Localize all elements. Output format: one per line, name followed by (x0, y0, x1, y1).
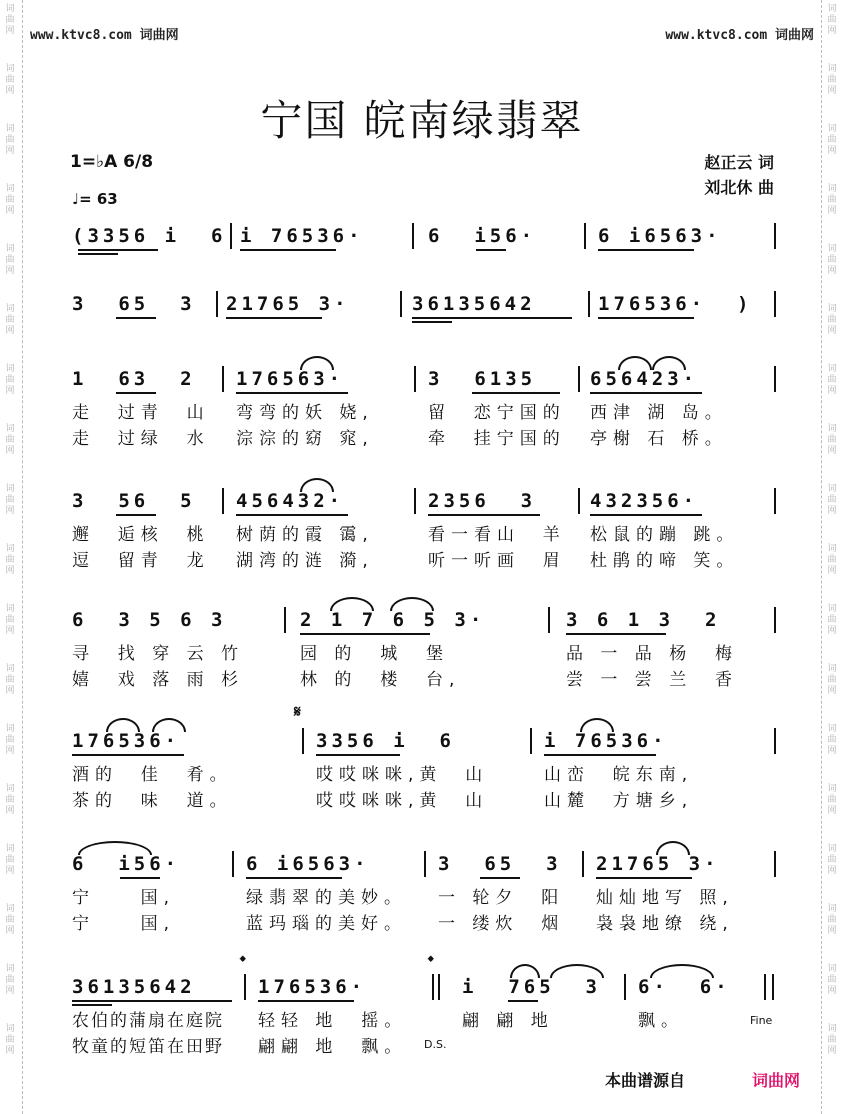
lyric-line-1: 宁 国, (72, 888, 176, 908)
side-mark: 词 曲 网 (5, 364, 15, 396)
left-watermark-strip (0, 0, 23, 1114)
measure-notes: 21765 3· (596, 853, 720, 875)
underline (78, 249, 158, 251)
underline (226, 317, 322, 319)
measure-notes: 3 6 1 3 2 (566, 609, 721, 631)
underline (596, 877, 692, 879)
page-title: 宁国 皖南绿翡翠 (260, 96, 584, 145)
measure-notes: 6 i6563· (598, 225, 722, 247)
bar-line (774, 728, 776, 754)
slur (390, 597, 434, 611)
slur (580, 718, 614, 732)
side-mark: 词 曲 网 (5, 964, 15, 996)
lyric-line-1: 园 的 城 堡 (300, 644, 450, 664)
lyric-line-2: 尝 一 尝 兰 香 (566, 670, 739, 690)
underline (598, 317, 694, 319)
bar-line (530, 728, 532, 754)
side-mark: 词 曲 网 (5, 784, 15, 816)
right-watermark-strip (821, 0, 844, 1114)
lyric-line-2: 山麓 方塘乡, (544, 791, 694, 811)
slur (652, 356, 686, 370)
underline (316, 754, 400, 756)
measure-notes: 456432· (236, 490, 345, 512)
footer-source-label: 本曲谱源自 (605, 1071, 686, 1090)
measure-notes: 6 i56· (72, 853, 181, 875)
slur (106, 718, 140, 732)
bar-line (774, 488, 776, 514)
measure-notes: 6· 6· (638, 976, 731, 998)
measure-notes: 36135642 (72, 976, 196, 998)
underline (236, 514, 348, 516)
underline (258, 1000, 354, 1002)
lyric-line-1: 酒的 佳 肴。 (72, 765, 233, 785)
measure-notes: 176536· (72, 730, 181, 752)
bar-line (230, 223, 232, 249)
side-mark: 词 曲 网 (827, 664, 837, 696)
underline (428, 514, 540, 516)
bar-line (774, 366, 776, 392)
side-mark: 词 曲 网 (827, 124, 837, 156)
side-mark: 词 曲 网 (5, 544, 15, 576)
bar-line (222, 488, 224, 514)
slur (650, 964, 714, 978)
bar-line (244, 974, 246, 1000)
lyric-line-1: 寻 找 穿 云 竹 (72, 644, 245, 664)
lyric-line-2: 袅袅地缭 绕, (596, 914, 734, 934)
slur (330, 597, 374, 611)
side-mark: 词 曲 网 (5, 124, 15, 156)
side-mark: 词 曲 网 (5, 484, 15, 516)
fine-marking: Fine (750, 1014, 773, 1027)
footer-site-link[interactable]: 词曲网 (752, 1071, 801, 1090)
side-mark: 词 曲 网 (827, 904, 837, 936)
bar-line (412, 223, 414, 249)
measure-notes: 176536· ) (598, 293, 753, 315)
lyric-line-1: 邂 逅核 桃 (72, 525, 210, 545)
underline (72, 1000, 232, 1002)
measure-notes: 176563· (236, 368, 345, 390)
segno-sign: 𝄋 (294, 702, 301, 721)
side-mark: 词 曲 网 (5, 244, 15, 276)
underline (236, 392, 348, 394)
bar-line (400, 291, 402, 317)
measure-notes: i 76536· (240, 225, 364, 247)
bar-line (588, 291, 590, 317)
repeat-bar (438, 974, 440, 1000)
side-mark: 词 曲 网 (5, 424, 15, 456)
site-link-right[interactable]: www.ktvc8.com 词曲网 (665, 28, 814, 43)
side-mark: 词 曲 网 (827, 784, 837, 816)
side-mark: 词 曲 网 (5, 844, 15, 876)
lyric-line-1: 松鼠的蹦 跳。 (590, 525, 740, 545)
underline (476, 249, 506, 251)
repeat-bar (432, 974, 434, 1000)
composer-credit: 刘北休 曲 (704, 178, 774, 197)
bar-line (582, 851, 584, 877)
measure-notes: 6 i56· (428, 225, 537, 247)
lyric-line-2: 林 的 楼 台, (300, 670, 461, 690)
side-mark: 词 曲 网 (827, 964, 837, 996)
side-mark: 词 曲 网 (827, 4, 837, 36)
coda-sign: 𝄌 (240, 952, 246, 971)
lyric-line-1: 轻轻 地 摇。 (258, 1011, 408, 1031)
bar-line (774, 291, 776, 317)
lyric-line-1: 一 轮夕 阳 (438, 888, 565, 908)
measure-notes: 3356 i 6 (316, 730, 455, 752)
bar-line (578, 366, 580, 392)
measure-notes: 176536· (258, 976, 367, 998)
lyric-line-1: 哎哎咪咪,黄 山 (316, 765, 489, 785)
measure-notes: 656423· (590, 368, 699, 390)
tempo-marking: ♩= 63 (72, 190, 118, 208)
lyric-line-1: 看一看山 羊 (428, 525, 566, 545)
lyric-line-2: 亭榭 石 桥。 (590, 429, 728, 449)
lyric-line-1: 弯弯的妖 娆, (236, 403, 374, 423)
underline (116, 514, 156, 516)
side-mark: 词 曲 网 (827, 544, 837, 576)
lyric-line-1: 山峦 皖东南, (544, 765, 694, 785)
side-mark: 词 曲 网 (827, 304, 837, 336)
side-mark: 词 曲 网 (827, 364, 837, 396)
lyric-line-2: 走 过绿 水 (72, 429, 210, 449)
underline (412, 317, 572, 319)
underline (246, 877, 342, 879)
bar-line (774, 607, 776, 633)
underline (78, 253, 118, 255)
lyric-line-1: 留 恋宁国的 (428, 403, 566, 423)
side-mark: 词 曲 网 (827, 424, 837, 456)
lyric-line-1: 走 过青 山 (72, 403, 210, 423)
bar-line (216, 291, 218, 317)
lyric-line-1: 树荫的霞 霭, (236, 525, 374, 545)
underline (240, 249, 336, 251)
bar-line (774, 223, 776, 249)
lyric-line-2: 逗 留青 龙 (72, 551, 210, 571)
underline (472, 392, 560, 394)
lyric-line-2: 翩翩 地 飘。 (258, 1037, 408, 1057)
bar-line (232, 851, 234, 877)
side-mark: 词 曲 网 (5, 724, 15, 756)
lyric-line-2: 听一听画 眉 (428, 551, 566, 571)
bar-line (414, 488, 416, 514)
underline (590, 392, 702, 394)
side-mark: 词 曲 网 (5, 304, 15, 336)
underline (412, 321, 452, 323)
underline (300, 633, 430, 635)
measure-notes: i 765 3 (462, 976, 601, 998)
lyric-line-1: 飘。 (638, 1011, 684, 1031)
side-mark: 词 曲 网 (827, 484, 837, 516)
lyric-line-2: 杜鹃的啼 笑。 (590, 551, 740, 571)
side-mark: 词 曲 网 (5, 64, 15, 96)
measure-notes: (3356 i 6 (72, 225, 227, 247)
lyric-line-2: 淙淙的窈 窕, (236, 429, 374, 449)
lyric-line-2: 哎哎咪咪,黄 山 (316, 791, 489, 811)
underline (590, 514, 702, 516)
measure-notes: 3 56 5 (72, 490, 196, 512)
bar-line (414, 366, 416, 392)
measure-notes: 21765 3· (226, 293, 350, 315)
lyric-line-2: 牵 挂宁国的 (428, 429, 566, 449)
bar-line (284, 607, 286, 633)
underline (72, 754, 184, 756)
slur (152, 718, 186, 732)
measure-notes: 3 6135 (428, 368, 537, 390)
underline (544, 754, 656, 756)
slur (656, 841, 690, 855)
lyric-line-2: 牧童的短笛在田野 (72, 1037, 224, 1057)
bar-line (222, 366, 224, 392)
side-mark: 词 曲 网 (827, 844, 837, 876)
bar-line (774, 851, 776, 877)
lyric-line-2: 一 缕炊 烟 (438, 914, 565, 934)
lyric-line-2: 嬉 戏 落 雨 杉 (72, 670, 245, 690)
side-mark: 词 曲 网 (827, 724, 837, 756)
measure-notes: 2 1 7 6 5 3· (300, 609, 486, 631)
lyric-line-2: 蓝玛瑙的美好。 (246, 914, 407, 934)
key-signature: 1=♭A 6/8 (70, 152, 154, 172)
side-mark: 词 曲 网 (827, 64, 837, 96)
lyric-line-2: 湖湾的涟 漪, (236, 551, 374, 571)
underline (116, 392, 156, 394)
lyric-line-1: 绿翡翠的美妙。 (246, 888, 407, 908)
side-mark: 词 曲 网 (827, 1024, 837, 1056)
coda-sign: 𝄌 (428, 952, 434, 971)
slur (510, 964, 540, 978)
side-mark: 词 曲 网 (5, 184, 15, 216)
side-mark: 词 曲 网 (827, 604, 837, 636)
side-mark: 词 曲 网 (5, 1024, 15, 1056)
bar-line (584, 223, 586, 249)
underline (116, 317, 156, 319)
bar-line (548, 607, 550, 633)
measure-notes: 432356· (590, 490, 699, 512)
side-mark: 词 曲 网 (5, 604, 15, 636)
bar-line (424, 851, 426, 877)
bar-line (302, 728, 304, 754)
measure-notes: 3 65 3 (438, 853, 562, 875)
lyric-line-2: 茶的 味 道。 (72, 791, 233, 811)
side-mark: 词 曲 网 (5, 4, 15, 36)
lyric-line-2: 宁 国, (72, 914, 176, 934)
side-mark: 词 曲 网 (5, 664, 15, 696)
bar-line (624, 974, 626, 1000)
final-bar (764, 974, 766, 1000)
slur (550, 964, 604, 978)
slur (78, 841, 152, 855)
ds-marking: D.S. (424, 1038, 447, 1051)
side-mark: 词 曲 网 (827, 244, 837, 276)
site-link-left[interactable]: www.ktvc8.com 词曲网 (30, 28, 179, 43)
final-bar (772, 974, 774, 1000)
measure-notes: 3 65 3 (72, 293, 196, 315)
measure-notes: 36135642 (412, 293, 536, 315)
lyric-line-1: 灿灿地写 照, (596, 888, 734, 908)
measure-notes: i 76536· (544, 730, 668, 752)
lyric-line-1: 农伯的蒲扇在庭院 (72, 1011, 224, 1031)
underline (598, 249, 694, 251)
lyric-line-1: 西津 湖 岛。 (590, 403, 728, 423)
slur (300, 356, 334, 370)
slur (300, 478, 334, 492)
measure-notes: 2356 3 (428, 490, 537, 512)
bar-line (578, 488, 580, 514)
measure-notes: 1 63 2 (72, 368, 196, 390)
side-mark: 词 曲 网 (5, 904, 15, 936)
measure-notes: 6 i6563· (246, 853, 370, 875)
slur (618, 356, 652, 370)
lyricist-credit: 赵正云 词 (704, 153, 774, 172)
measure-notes: 6 3 5 6 3 (72, 609, 227, 631)
lyric-line-1: 品 一 品 杨 梅 (566, 644, 739, 664)
side-mark: 词 曲 网 (827, 184, 837, 216)
underline (480, 877, 520, 879)
underline (566, 633, 666, 635)
underline (120, 877, 160, 879)
underline (508, 1000, 538, 1002)
lyric-line-1: 翩 翩 地 (462, 1011, 554, 1031)
